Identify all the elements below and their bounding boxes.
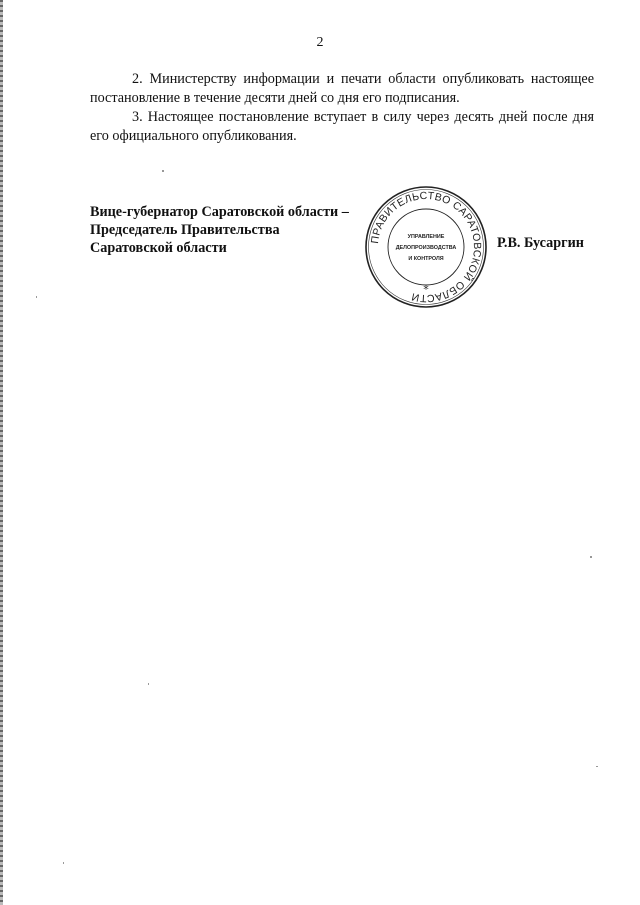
scan-speck bbox=[63, 862, 64, 864]
paragraph-3: 3. Настоящее постановление вступает в силу через десять дней после дня его официального опубликования. bbox=[90, 109, 594, 144]
seal-center-line-1: УПРАВЛЕНИЕ bbox=[407, 234, 445, 240]
scan-speck bbox=[148, 683, 149, 685]
signatory-name: Р.В. Бусаргин bbox=[497, 235, 584, 251]
seal-center-line-2: ДЕЛОПРОИЗВОДСТВА bbox=[395, 245, 457, 251]
page-number: 2 bbox=[316, 35, 324, 50]
scan-edge bbox=[0, 0, 3, 905]
signatory-title bbox=[90, 203, 380, 257]
scan-speck bbox=[162, 170, 164, 172]
seal-ring-text: ПРАВИТЕЛЬСТВО САРАТОВСКОЙ ОБЛАСТИ bbox=[369, 189, 484, 305]
seal-star-icon: * bbox=[423, 283, 429, 296]
signatory-title-line-2: Председатель Правительства bbox=[90, 222, 280, 238]
signatory-title-line-1: Вице-губернатор Саратовской области – bbox=[90, 204, 349, 220]
seal-center-line-3: И КОНТРОЛЯ bbox=[408, 256, 444, 262]
scan-speck bbox=[596, 766, 598, 767]
official-seal bbox=[364, 185, 488, 309]
signatory-title-line-3: Саратовской области bbox=[90, 240, 227, 256]
scan-speck bbox=[590, 556, 592, 558]
scan-speck bbox=[36, 296, 37, 298]
paragraph-2: 2. Министерству информации и печати области опубликовать настоящее постановление в течение десяти дней со дня его подписания. bbox=[90, 71, 594, 106]
